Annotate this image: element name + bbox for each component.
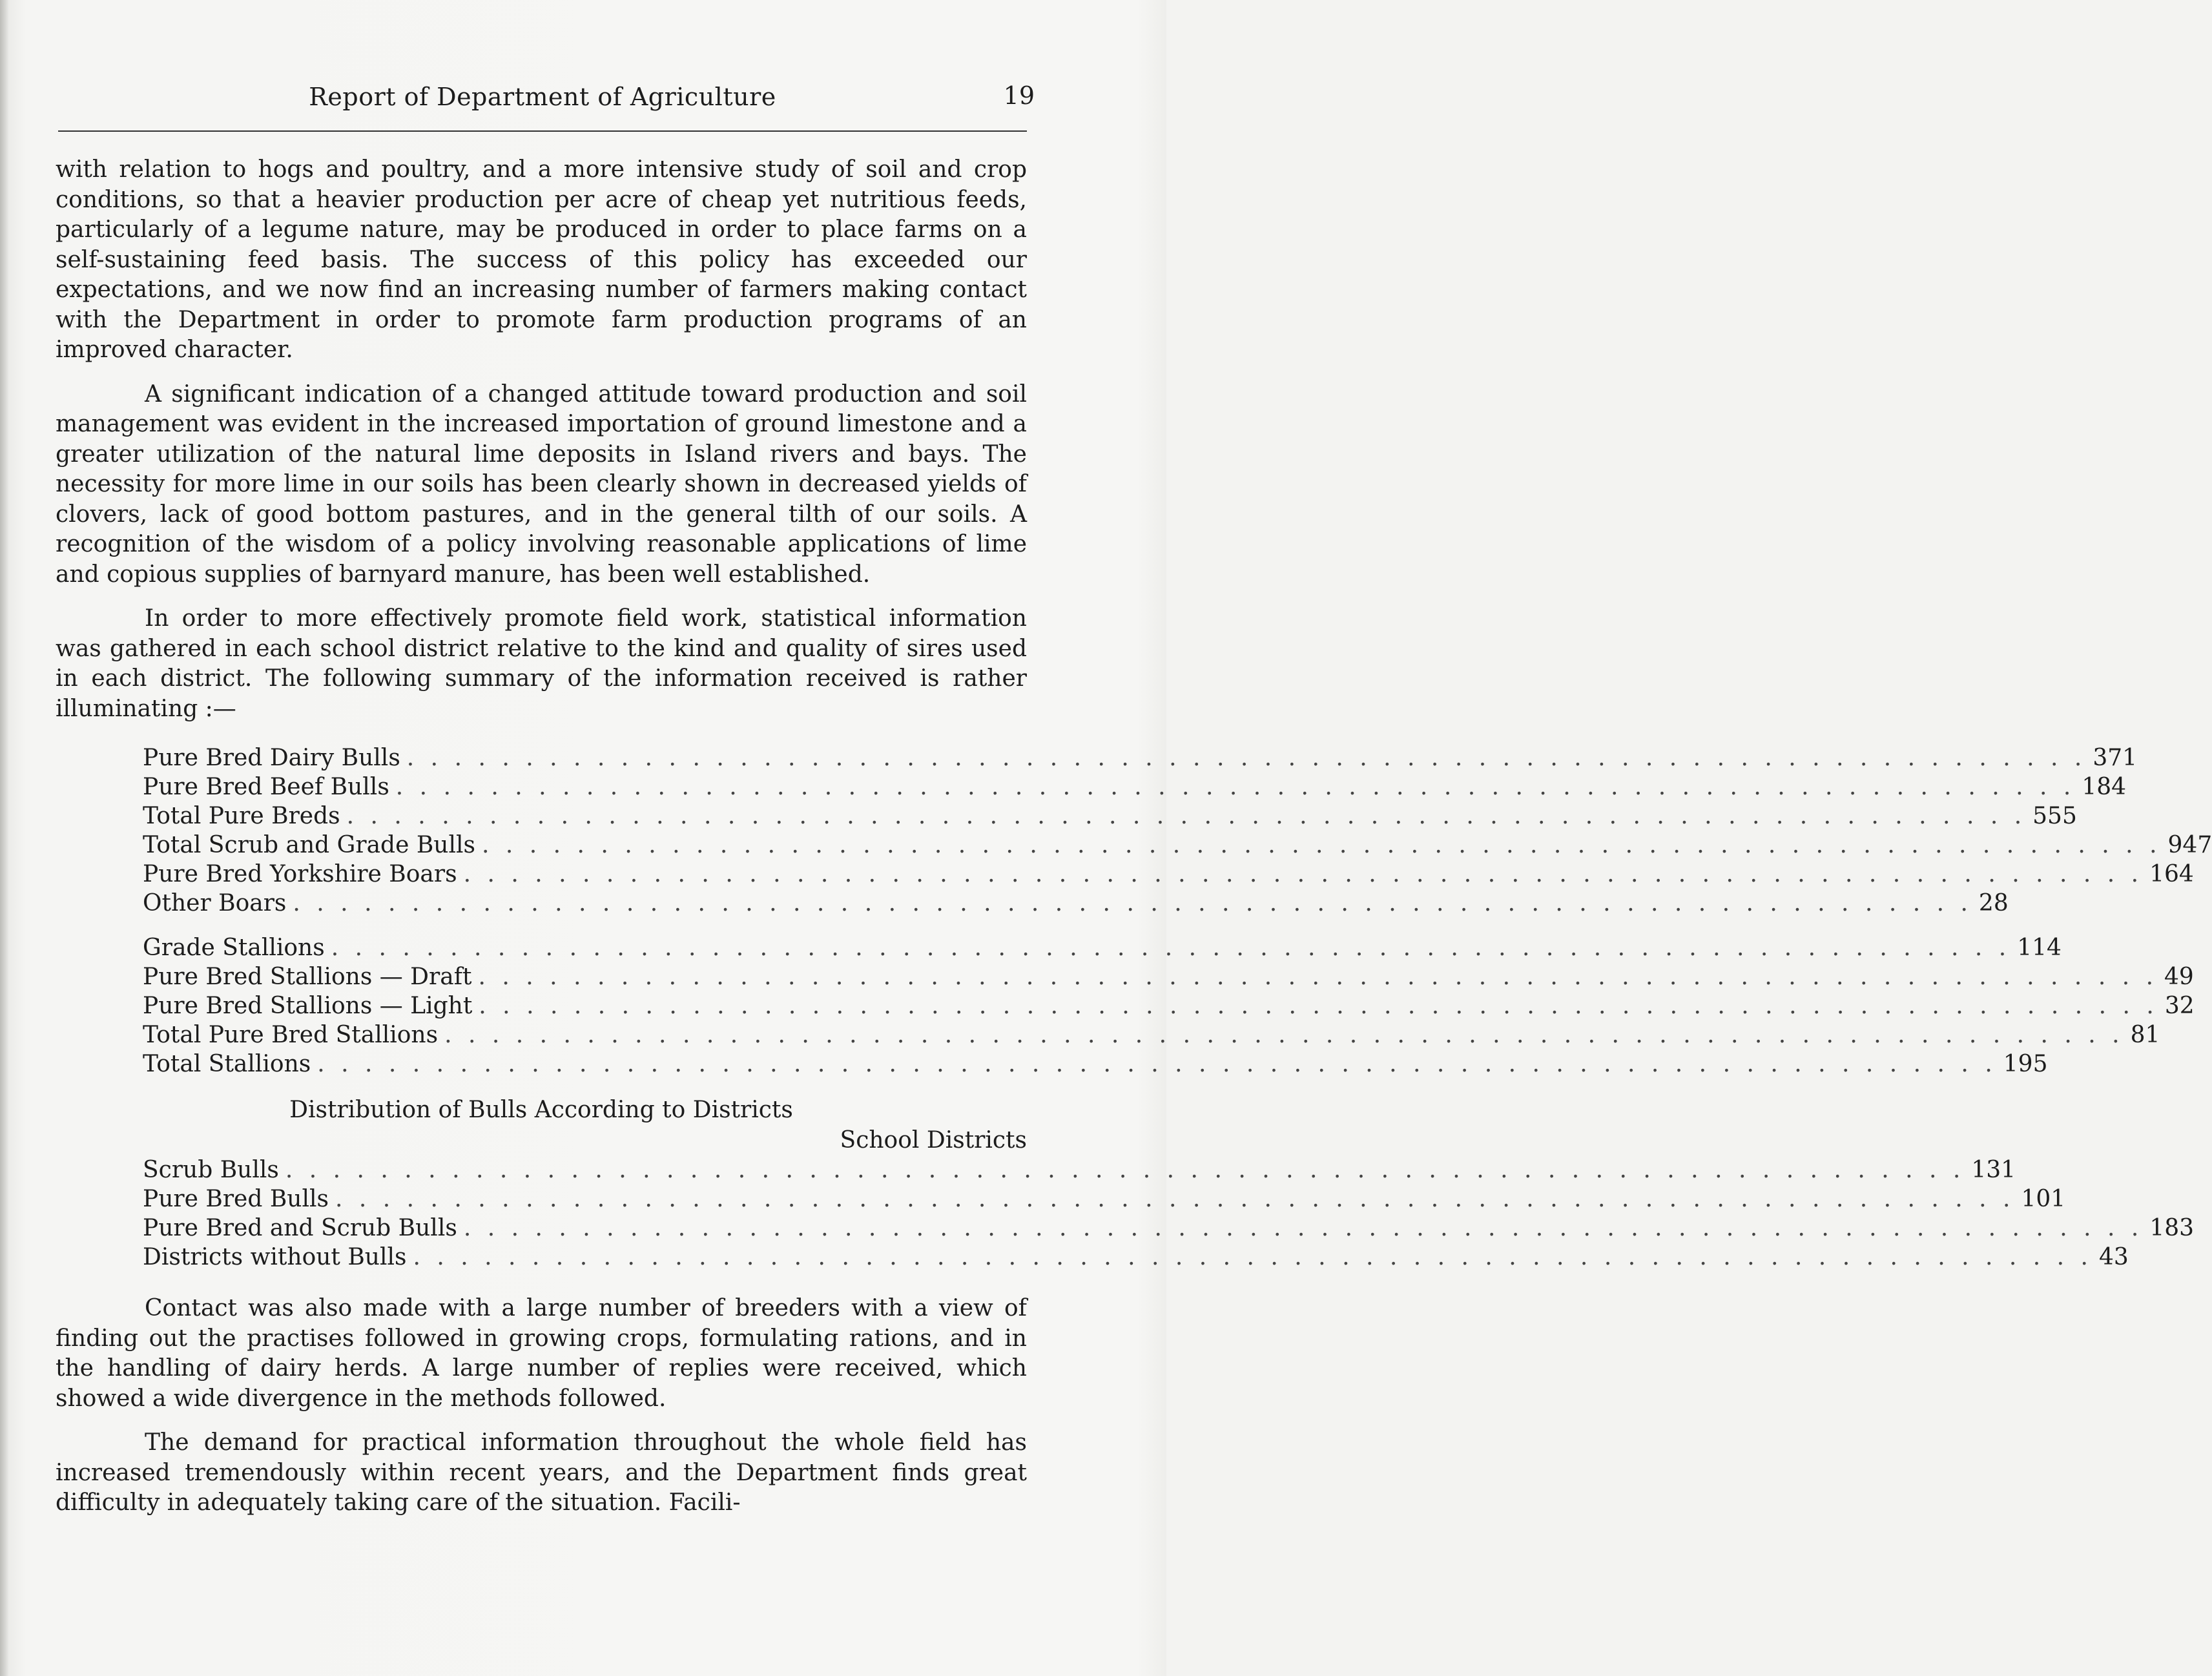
row-label: Pure Bred Stallions — Light: [143, 993, 473, 1019]
row-value: 43: [2099, 1244, 2129, 1270]
dot-leader: . . . . . . . . . . . . . . . . . . . . . . . . . . . . . . . . . . . . . . . . . . . . . . . . . . . . . . . . . . . . . . . . . . . . . . .: [463, 861, 2144, 887]
row-value: 195: [2003, 1051, 2048, 1077]
table-row: [143, 1050, 2048, 1079]
dot-leader: . . . . . . . . . . . . . . . . . . . . . . . . . . . . . . . . . . . . . . . . . . . . . . . . . . . . . . . . . . . . . . . . . . . . . . .: [478, 964, 2158, 990]
paragraph-breeders: Contact was also made with a large number of breeders with a view of finding out the practises followed in growing crops, formulating rations, and in the handling of dairy herds. A large number of replies were received, which showed a wide divergence in the methods followed.: [56, 1295, 1027, 1412]
table-row: [143, 962, 2194, 991]
header-rule: [58, 130, 1027, 132]
table-row: [143, 1243, 2129, 1272]
table-row: [143, 933, 2062, 962]
row-value: 101: [2021, 1186, 2066, 1212]
header-title: Report of Department of Agriculture: [309, 83, 776, 111]
dot-leader: . . . . . . . . . . . . . . . . . . . . . . . . . . . . . . . . . . . . . . . . . . . . . . . . . . . . . . . . . . . . . . . . . . . . . . .: [317, 1051, 1997, 1077]
dot-leader: . . . . . . . . . . . . . . . . . . . . . . . . . . . . . . . . . . . . . . . . . . . . . . . . . . . . . . . . . . . . . . . . . . . . . . .: [482, 832, 2162, 858]
row-value: 114: [2017, 935, 2062, 961]
row-label: Total Pure Breds: [143, 803, 340, 829]
row-label: Total Scrub and Grade Bulls: [143, 832, 475, 858]
row-label: Total Stallions: [143, 1051, 311, 1077]
group-spacer: [143, 918, 937, 933]
row-label: Pure Bred Bulls: [143, 1186, 329, 1212]
page-number: 19: [1003, 81, 1035, 110]
row-value: 371: [2093, 745, 2138, 771]
table-row: [143, 802, 2077, 831]
dot-leader: . . . . . . . . . . . . . . . . . . . . . . . . . . . . . . . . . . . . . . . . . . . . . . . . . . . . . . . . . . . . . . . . . . . . . . .: [463, 1215, 2144, 1241]
distribution-title: Distribution of Bulls According to Districts: [289, 1097, 793, 1123]
table-row: [143, 1185, 2066, 1214]
row-value: 49: [2164, 964, 2194, 990]
dot-leader: . . . . . . . . . . . . . . . . . . . . . . . . . . . . . . . . . . . . . . . . . . . . . . . . . . . . . . . . . . . . . . . . . . . . . . .: [479, 993, 2158, 1019]
page-body: [56, 155, 2212, 1533]
row-value: 32: [2164, 993, 2195, 1019]
row-value: 164: [2149, 861, 2194, 887]
distribution-table: [143, 1155, 2195, 1272]
row-value: 81: [2130, 1022, 2160, 1048]
row-label: Pure Bred Yorkshire Boars: [143, 861, 457, 887]
row-value: 28: [1978, 890, 2009, 916]
row-label: Scrub Bulls: [143, 1157, 279, 1183]
dot-leader: . . . . . . . . . . . . . . . . . . . . . . . . . . . . . . . . . . . . . . . . . . . . . . . . . . . . . . . . . . . . . . . . . . . . . . .: [444, 1022, 2124, 1048]
row-label: Pure Bred Dairy Bulls: [143, 745, 400, 771]
paragraph-sires-intro: In order to more effectively promote field work, statistical information was gathered in each school district relative to the kind and quality of sires used in each district. The following summary of the information received is rather illuminating :—: [56, 605, 1027, 722]
paragraph-lime: A significant indication of a changed attitude toward production and soil management was evident in the increased importation of ground limestone and a greater utilization of the natural lime deposits in Island rivers and bays. The necessity for more lime in our soils has been clearly shown in decreased yields of clovers, lack of good bottom pastures, and in the general tilth of our soils. A recognition of the wisdom of a policy involving reasonable applications of lime and copious supplies of barnyard manure, has been well established.: [56, 380, 1027, 588]
row-label: Total Pure Bred Stallions: [143, 1022, 439, 1048]
row-value: 555: [2032, 803, 2077, 829]
distribution-column-header: School Districts: [840, 1126, 1027, 1154]
row-value: 947: [2167, 832, 2212, 858]
table-row: [143, 772, 2127, 802]
table-row: [143, 831, 2212, 860]
running-header: [58, 81, 1035, 134]
row-label: Districts without Bulls: [143, 1244, 407, 1270]
row-label: Pure Bred Beef Bulls: [143, 774, 389, 800]
row-label: Other Boars: [143, 890, 287, 916]
dot-leader: . . . . . . . . . . . . . . . . . . . . . . . . . . . . . . . . . . . . . . . . . . . . . . . . . . . . . . . . . . . . . . . . . . . . . . .: [293, 890, 1972, 916]
row-value: 184: [2082, 774, 2127, 800]
table-row: [143, 743, 2138, 772]
row-label: Pure Bred Stallions — Draft: [143, 964, 472, 990]
dot-leader: . . . . . . . . . . . . . . . . . . . . . . . . . . . . . . . . . . . . . . . . . . . . . . . . . . . . . . . . . . . . . . . . . . . . . . .: [406, 745, 2087, 771]
row-value: 131: [1971, 1157, 2016, 1183]
row-label: Pure Bred and Scrub Bulls: [143, 1215, 457, 1241]
row-value: 183: [2149, 1215, 2195, 1241]
dot-leader: . . . . . . . . . . . . . . . . . . . . . . . . . . . . . . . . . . . . . . . . . . . . . . . . . . . . . . . . . . . . . . . . . . . . . . .: [395, 774, 2076, 800]
dot-leader: . . . . . . . . . . . . . . . . . . . . . . . . . . . . . . . . . . . . . . . . . . . . . . . . . . . . . . . . . . . . . . . . . . . . . . .: [331, 935, 2011, 961]
table-row: [143, 889, 2009, 918]
paragraph-demand: The demand for practical information throughout the whole field has increased tremendously within recent years, and the Department finds great difficulty in adequately taking care of the situation. Facili-: [56, 1429, 1027, 1516]
dot-leader: . . . . . . . . . . . . . . . . . . . . . . . . . . . . . . . . . . . . . . . . . . . . . . . . . . . . . . . . . . . . . . . . . . . . . . .: [413, 1244, 2093, 1270]
table-row: [143, 1020, 2160, 1050]
paragraph-continued: with relation to hogs and poultry, and a more intensive study of soil and crop conditions, so that a heavier production per acre of cheap yet nutritious feeds, particularly of a legume nature, may be produced in order to place farms on a self-sustaining feed basis. The success of this policy has exceeded our expectations, and we now find an increasing number of farmers making contact with the Department in order to promote farm production programs of an improved character.: [56, 156, 1027, 363]
table-row: [143, 860, 2194, 889]
sires-summary-table: [143, 743, 2212, 1079]
row-label: Grade Stallions: [143, 935, 325, 961]
table-row: [143, 1214, 2195, 1243]
table-row: [143, 1155, 2016, 1185]
page-binding-shadow: [0, 0, 9, 1676]
dot-leader: . . . . . . . . . . . . . . . . . . . . . . . . . . . . . . . . . . . . . . . . . . . . . . . . . . . . . . . . . . . . . . . . . . . . . . .: [335, 1186, 2015, 1212]
dot-leader: . . . . . . . . . . . . . . . . . . . . . . . . . . . . . . . . . . . . . . . . . . . . . . . . . . . . . . . . . . . . . . . . . . . . . . .: [285, 1157, 1965, 1183]
table-row: [143, 991, 2195, 1020]
dot-leader: . . . . . . . . . . . . . . . . . . . . . . . . . . . . . . . . . . . . . . . . . . . . . . . . . . . . . . . . . . . . . . . . . . . . . . .: [346, 803, 2027, 829]
